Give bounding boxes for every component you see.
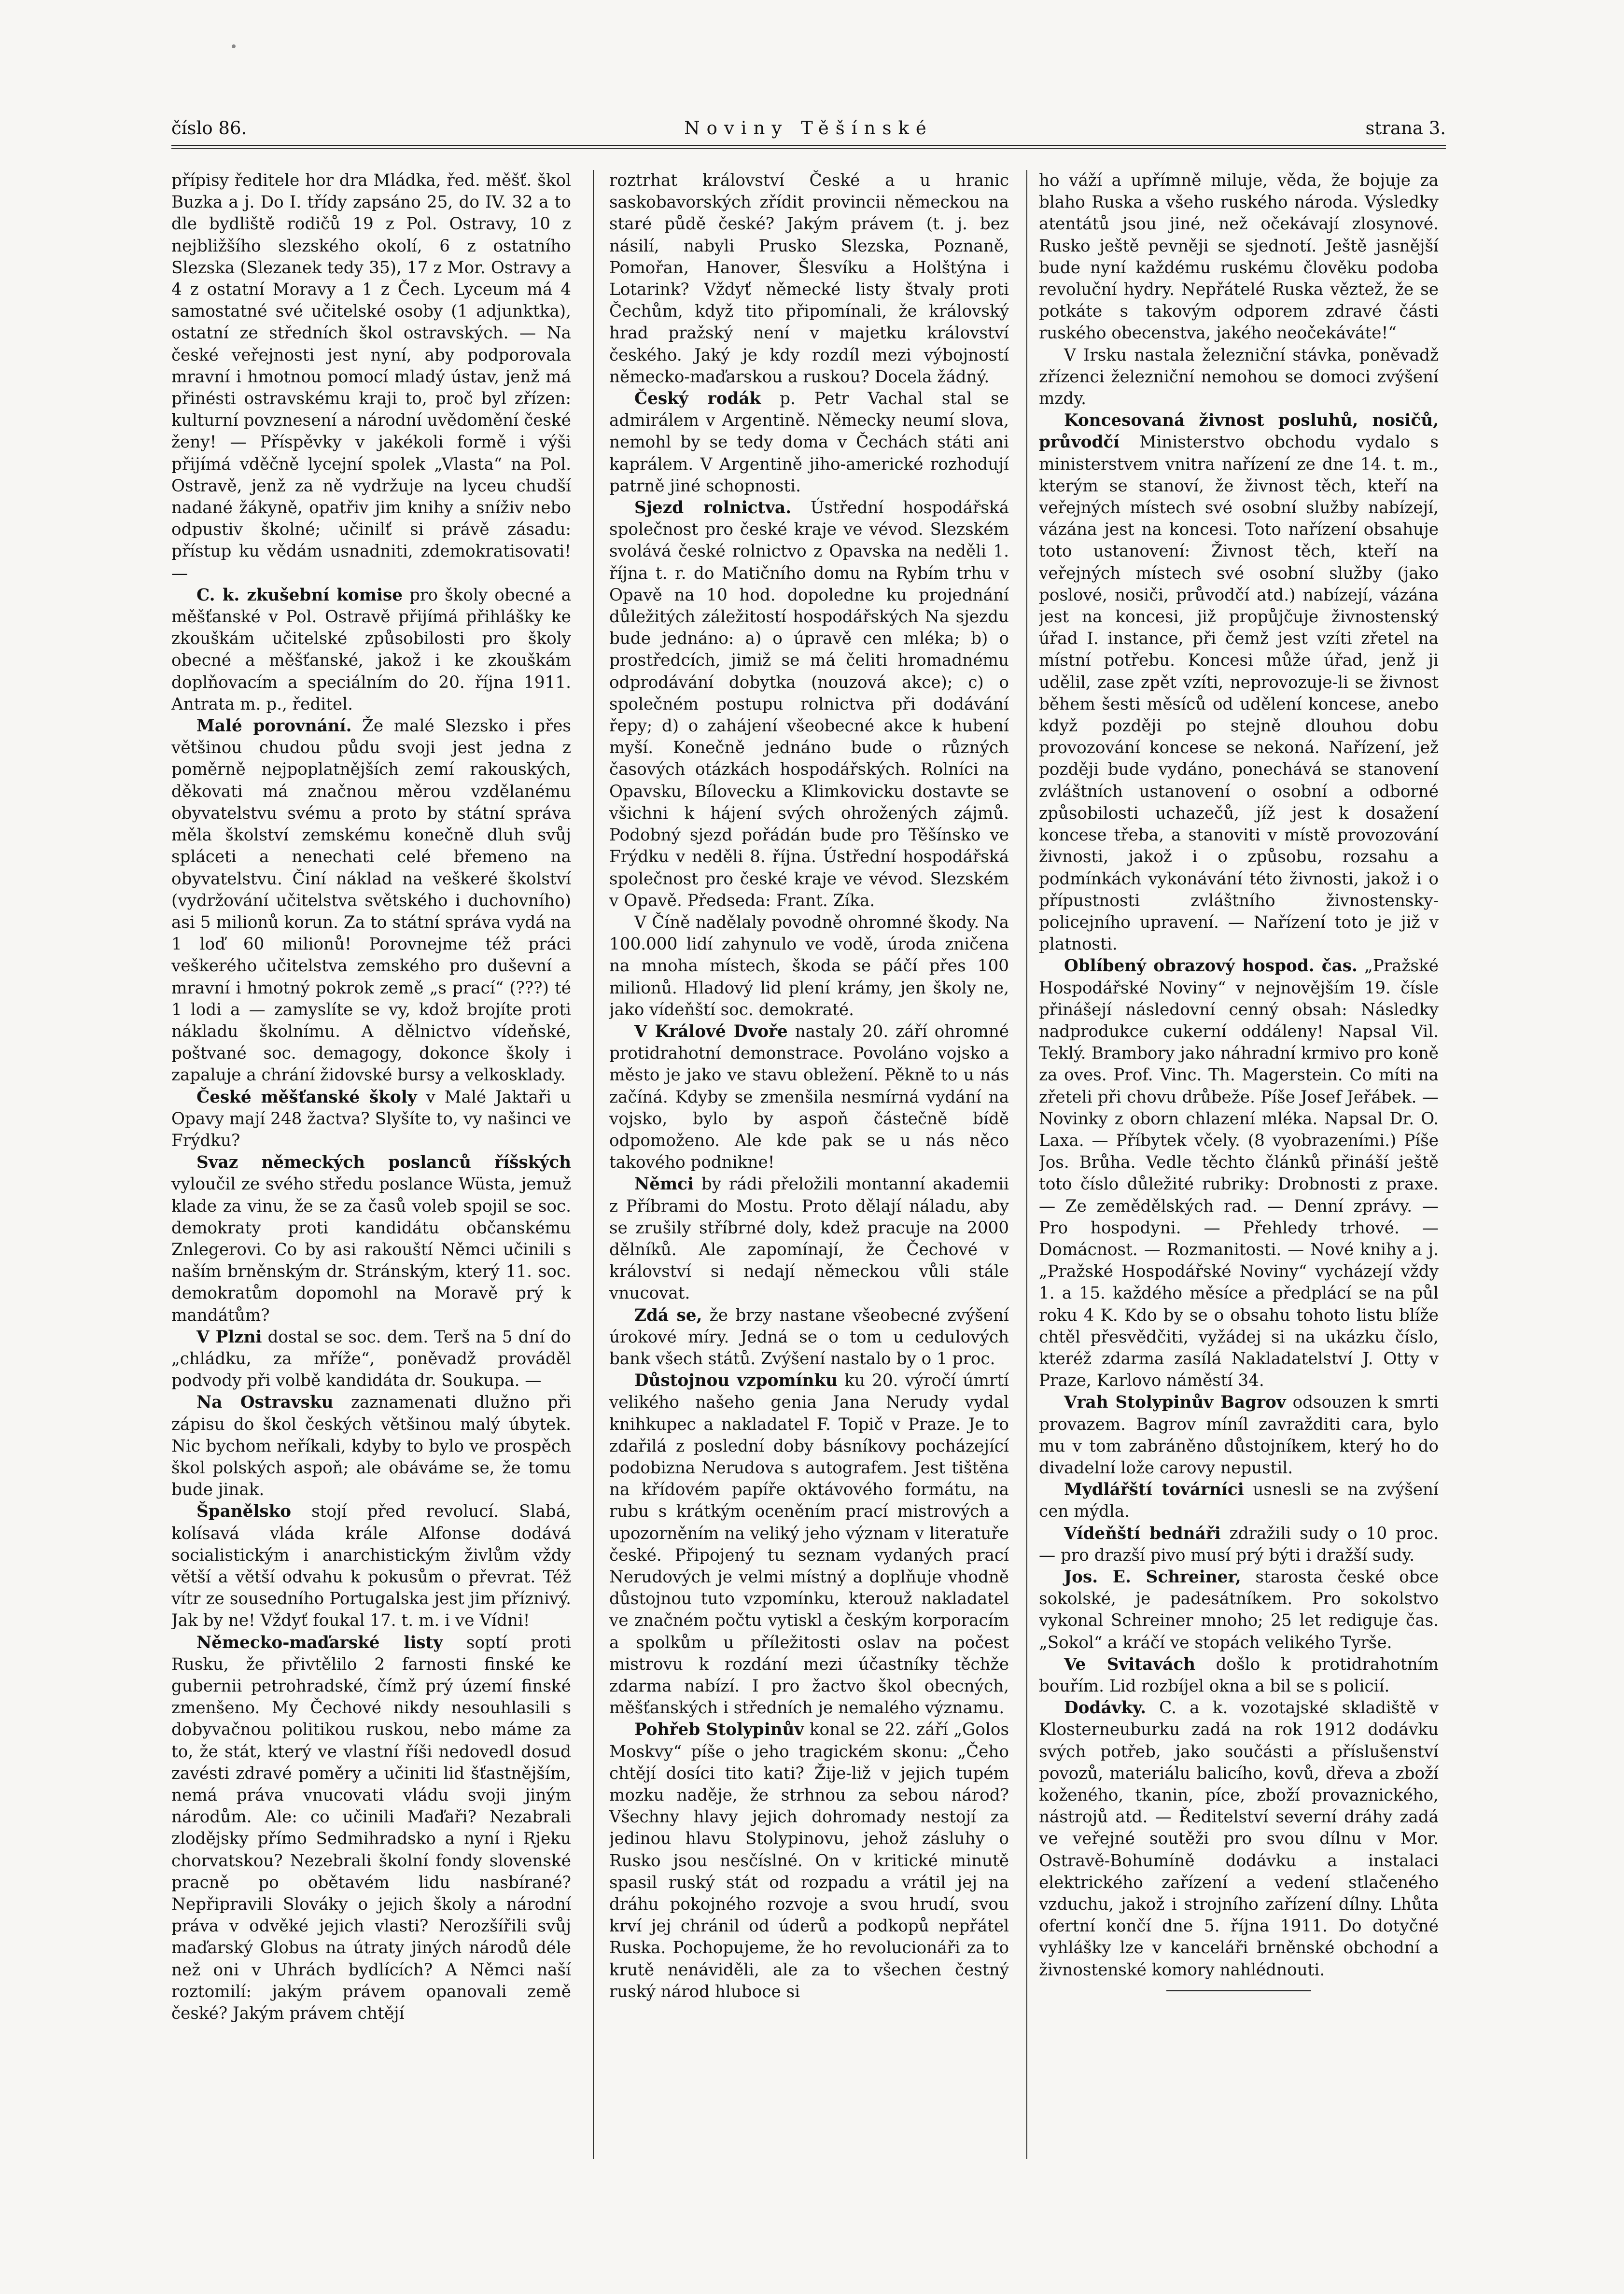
page-number: strana 3. <box>1365 118 1446 139</box>
article-lead: Vídeňští bednáři <box>1064 1524 1221 1543</box>
article-paragraph <box>609 388 1009 497</box>
article-lead: Jos. E. Schreiner, <box>1064 1567 1241 1587</box>
article-text: vyloučil ze svého středu poslance Wüsta, jemuž klade za vinu, že se za časů voleb spojil se soc. demokraty proti kandidátu občanskému Znlegerovi. Co by asi rakouští Němci učinili s naším brněnským dr. Stránským, který 11. soc. demokratům dopomohl na Moravě prý k mandátům? <box>171 1175 571 1325</box>
article-lead: C. k. zkušební komise <box>196 585 403 605</box>
article-lead: Důstojnou vzpomínku <box>634 1371 838 1391</box>
masthead-title: Noviny Těšínské <box>684 118 933 139</box>
article-text: „Pražské Hospodářské Noviny“ v nejnovějším 19. čísle přinášejí následovní cenný obsah: Následky nadprodukce cukerní oddáleny! Napsal Vil. Teklý. Brambory jako náhradní krmivo pro koně za oves. Prof. Vinc. Th. Magerstein. Co míti na zřeteli při chovu drůbeže. Píše Josef Jeřábek. — Novinky z oborn chlazení mléka. Napsal Dr. O. Laxa. — Příbytek včely. (8 vyobrazeními.) Píše Jos. Brůha. Vedle těchto článků přináší ještě toto číslo důležité rubriky: Drobnosti z praxe. — Ze zemědělských rad. — Denní zprávy. — Pro hospodyni. — Přehledy trhové. — Domácnost. — Rozmanitosti. — Nové knihy a j. „Pražské Hospodářské Noviny“ vycházejí vždy 1. a 15. každého měsíce a předplácí se na půl roku 4 K. Kdo by se o obsahu tohoto listu blíže chtěl přesvědčiti, vyžádej si na ukázku číslo, kteréž zdarma zasílá Nakladatelství J. Otty v Praze, Karlovo náměstí 34. <box>1039 956 1439 1391</box>
article-paragraph <box>171 1501 571 1632</box>
article-lead: Sjezd rolnictva. <box>634 498 792 518</box>
article-paragraph <box>609 1305 1009 1371</box>
article-paragraph <box>1039 1523 1439 1567</box>
header-rule <box>171 145 1446 149</box>
article-lead: Ve Svitavách <box>1064 1654 1195 1674</box>
article-text: přípisy ředitele hor dra Mládka, řed. měšť. škol Buzka a j. Do I. třídy zapsáno 25, do IV. 32 a to dle bydliště rodičů 19 z Pol. Ostravy, 10 z nejbližšího slezského okolí, 6 z ostatního Slezska (Slezanek tedy 35), 17 z Mor. Ostravy a 4 z ostatní Moravy a 1 z Čech. Lyceum má 4 samostatné své učitelské osoby (1 adjunktka), ostatní ze středních škol ostravských. — Na české veřejnosti jest nyní, aby podporovala mravní i hmotnou pomocí mladý ústav, jenž má přinésti ostravskému kraji to, proč byl zřízen: kulturní povznesení a národní uvědomění české ženy! — Příspěvky v jakékoli formě i výši přijímá vděčně lycejní spolek „Vlasta“ na Pol. Ostravě, jenž za ně vydržuje na lyceu chudší nadané žákyně, opatřiv jim knihy a sníživ nebo odpustiv školné; učinilť si právě zásadu: přístup ku vědám usnadniti, zdemokratisovati! — <box>171 171 571 583</box>
article-paragraph <box>609 1174 1009 1304</box>
end-rule <box>1166 1990 1311 1991</box>
article-text: by rádi přeložili montanní akademii z Příbrami do Mostu. Proto dělají náladu, aby se zrušily stříbrné doly, kdež pracuje na 2000 dělníků. Ale zapomínají, že Čechové v království si nedají německou vůli stále vnucovat. <box>609 1175 1009 1303</box>
column-divider-1 <box>593 170 594 2159</box>
article-text: zaznamenati dlužno při zápisu do škol českých většinou malý úbytek. Nic bychom neříkali, kdyby to bylo ve prospěch škol polských aspoň; ale obáváme se, že tomu bude jinak. <box>171 1393 571 1500</box>
article-text: odsouzen k smrti provazem. Bagrov míníl zavražditi cara, bylo mu v tom zabráněno důstojníkem, který ho do divadelní lože carovy nepustil. <box>1039 1393 1439 1478</box>
article-text: nastaly 20. září ohromné protidrahotní demonstrace. Povoláno vojsko a město je jako ve stavu obležení. Pěkně to u nás začíná. Kdyby se zmenšila nesmírná vydání na vojsko, bylo by aspoň částečně bídě odpomoženo. Ale kde pak se u nás něco takového podnikne! <box>609 1021 1009 1173</box>
column-2 <box>609 170 1009 2178</box>
article-paragraph <box>1039 1697 1439 1981</box>
article-paragraph <box>1039 955 1439 1392</box>
article-text: Ministerstvo obchodu vydalo s ministerstvem vnitra nařízení ze dne 14. t. m., kterým se stanoví, že živnost těch, kteří na veřejných místech své osobní služby nabízejí, vázána jest na koncesi. Toto nařízení obsahuje toto ustanovení: Živnost těch, kteří na veřejných místech své osobní služby (jako poslové, nosiči, průvodčí atd.) nabízejí, vázána jest na koncesi, již propůjčuje živnostenský úřad I. instance, při čemž jest vzíti zřetel na místní potřebu. Koncesi může úřad, jenž ji udělil, zase zpět vzíti, neprovozuje-li se živnost během šesti měsíců od udělení koncese, anebo když později po stejně dlouhou dobu provozování koncese se nekoná. Nařízení, jež později bude vydáno, ponechává se stanovení zvláštních ustanovení o osobní a odborné způsobilosti uchazečů, jíž jest k dosažení koncese třeba, a stanoviti v místě provozování živnosti, jakož i o způsobu, rozsahu a podmínkách vykonávání této živnosti, jakož i o přípustnosti zvláštního živnostensky-policejního upravení. — Nařízení toto je již v platnosti. <box>1039 433 1439 954</box>
article-lead: Zdá se, <box>634 1305 702 1325</box>
article-text: ku 20. výročí úmrtí velikého našeho genia Jana Nerudy vydal knihkupec a nakladatel F. Topič v Praze. Je to zdařilá z poslední doby básníkovy pocházející podobizna Nerudova s autografem. Jest tištěna na křídovém papíře oktávového formátu, na rubu s krátkým oceněním prací mistrových a upozorněním na veliký jeho význam v literatuře české. Připojený tu seznam vydaných prací Nerudových je velmi místný a doplňuje vhodně důstojnou tuto vzpomínku, kterouž nakladatel ve značném počtu vytiskl a českým korporacím a spolkům u příležitosti oslav na počest mistrovu k rozdání mezi účastníky těchže zdarma nabízí. I pro žactvo škol obecných, měšťanských i středních je nemalého významu. <box>609 1371 1009 1718</box>
article-lead: Pohřeb Stolypinův <box>634 1720 804 1740</box>
article-text: Ústřední hospodářská společnost pro české kraje ve vévod. Slezském svolává české rolnictvo z Opavska na neděli 1. října t. r. do Matičního domu na Rybím trhu v Opavě na 10 hod. dopoledne ku projednání důležitých záležitostí hospodářských Na sjezdu bude jednáno: a) o úpravě cen mléka; b) o prostředcích, jimiž se má čeliti hromadnému odprodávání dobytka (nouzová akce); c) o společném postupu rolnictva při dodávání řepy; d) o zahájení všeobecné akce k hubení myší. Konečně jednáno bude o různých časových otázkách hospodářských. Rolníci na Opavsku, Bílovecku a Klimkovicku dostavte se všichni k hájení svých ohrožených zájmů. Podobný sjezd pořádán bude pro Těšínsko ve Frýdku v neděli 8. října. Ústřední hospodářská společnost pro české kraje ve vévod. Slezském v Opavě. Předseda: Frant. Zíka. <box>609 498 1009 910</box>
article-lead: Na Ostravsku <box>196 1393 334 1413</box>
article-paragraph <box>1039 1392 1439 1479</box>
article-text: že brzy nastane všeobecné zvýšení úrokové míry. Jedná se o tom u cedulových bank všech států. Zvýšení nastalo by o 1 proc. <box>609 1305 1009 1369</box>
article-text: usnesli se na zvýšení cen mýdla. <box>1039 1480 1439 1522</box>
article-lead: V Králové Dvoře <box>634 1021 788 1041</box>
article-text: p. Petr Vachal stal se admirálem v Argentině. Německy neumí slova, nemohl by se tedy doma v Čechách státi ani kaprálem. V Argentině jiho-americké rozhodují patrně jiné schopnosti. <box>609 389 1009 496</box>
column-3 <box>1039 170 1439 2178</box>
article-paragraph <box>1039 345 1439 410</box>
article-paragraph <box>171 1632 571 2025</box>
article-paragraph <box>609 912 1009 1021</box>
article-paragraph <box>171 170 571 585</box>
article-paragraph <box>171 585 571 715</box>
article-paragraph <box>171 1392 571 1501</box>
article-lead: Český rodák <box>634 389 761 409</box>
article-lead: V Plzni <box>196 1327 262 1347</box>
article-text: V Číně nadělaly povodně ohromné škody. Na 100.000 lidí zahynulo ve vodě, úroda zničena na mnoha místech, škoda se páčí přes 100 milionů. Hladový lid plení krámy, jen školy ne, jako vídeňští soc. demokraté. <box>609 912 1009 1020</box>
article-paragraph <box>609 1370 1009 1719</box>
article-lead: Oblíbený obrazový hospod. čas. <box>1064 956 1358 976</box>
page-header <box>171 115 1446 144</box>
article-lead: Mydlářští továrníci <box>1064 1480 1244 1500</box>
article-paragraph <box>171 1087 571 1152</box>
column-1 <box>171 170 571 2178</box>
article-text: v Malé Jaktaři u Opavy mají 248 žactva? Slyšíte to, vy našinci ve Frýdku? <box>171 1087 571 1150</box>
article-lead: Vrah Stolypinův Bagrov <box>1064 1393 1286 1413</box>
article-paragraph <box>609 497 1009 912</box>
scan-speck <box>232 44 236 48</box>
article-text: zdražili sudy o 10 proc. — pro drazší pivo musí prý býti i dražší sudy. <box>1039 1524 1439 1565</box>
article-lead: Svaz německých poslanců říšských <box>196 1153 571 1173</box>
article-lead: Němci <box>634 1175 694 1194</box>
article-lead: Německo-maďarské listy <box>196 1633 443 1652</box>
article-text: C. a k. vozotajské skladiště v Klosterneuburku zadá na rok 1912 dodávku svých potřeb, jako součásti a příslušenství povozů, materiálu balicího, kovů, dřeva a zboží koženého, tkanin, píce, zboží provaznického, nástrojů atd. — Ředitelství severní dráhy zadá ve veřejné soutěži pro svou dílnu v Mor. Ostravě-Bohumíně dodávku a instalaci elektrického zařízení a vedení stlačeného vzduchu, jakož i strojního zařízení dílny. Lhůta ofertní končí dne 5. října 1911. Do dotyčné vyhlášky lze v kanceláři brněnské obchodní a živnostenské komory nahlédnouti. <box>1039 1698 1439 1980</box>
article-text: ho váží a upřímně miluje, věda, že bojuje za blaho Ruska a všeho ruského národa. Výsledky atentátů jsou jiné, než očekávají zlosynové. Rusko ještě pevněji se sjednotí. Ještě jasnější bude nyní každému ruskému člověku podoba revoluční hydry. Nepřátelé Ruska věztež, že se potkáte s takovým odporem zdravé části ruského obecenstva, jakého neočekáváte!“ <box>1039 171 1439 343</box>
article-paragraph <box>1039 410 1439 955</box>
article-paragraph <box>171 1152 571 1327</box>
article-text: roztrhat království České a u hranic saskobavorských zřídit provincii německou na staré půdě české? Jakým právem (t. j. bez násilí, nabyli Prusko Slezska, Poznaně, Pomořan, Hanover, Šlesvíku a Holštýna i Lotarink? Vždyť německé listy štvaly proti Čechům, když tito připomínali, že královský hrad pražský není v majetku království českého. Jaký je kdy rozdíl mezi výbojností německo-maďarskou a ruskou? Docela žádný. <box>609 171 1009 387</box>
article-paragraph <box>609 1719 1009 2003</box>
article-paragraph <box>171 1327 571 1392</box>
article-text: Že malé Slezsko i přes většinou chudou půdu svoji jest jedna z poměrně nejpoplatnějších zemí rakouských, děkovati má značnou měrou vzdělanému obyvatelstvu svému a proto by státní správa měla školství zemskému konečně dluh svůj spláceti a nenechati celé břemeno na obyvatelstvu. Činí náklad na veškeré školství (vydržování učitelstva světského i duchovního) asi 5 milionů korun. Za to státní správa vydá na 1 loď 60 milionů! Porovnejme též práci veškerého učitelstva zemského pro duševní a mravní i hmotný pokrok země „s prací“ (???) té 1 lodi a — zamyslíte se vy, kdož brojíte proti nákladu školnímu. A dělnictvo vídeňské, poštvané soc. demagogy, dokonce školy i zapaluje a chrání židovské bursy a velkosklady. <box>171 716 571 1085</box>
article-text: pro školy obecné a měšťanské v Pol. Ostravě přijímá přihlášky ke zkouškám učitelské způsobilosti pro školy obecné a měšťanské, jakož i ke zkouškám doplňovacím a speciálním do 20. října 1911. Antrata m. p., ředitel. <box>171 585 571 714</box>
article-paragraph <box>1039 170 1439 345</box>
article-text: soptí proti Rusku, že přivtělilo 2 farnosti finské ke gubernii petrohradské, čímž prý území finské zmenšeno. My Čechové nikdy nesouhlasili s dobyvačnou politikou ruskou, nebo máme za to, že stát, který ve vlastní říši nedovedl dosud zavésti zdravé poměry a učiniti lid šťastnějším, nemá práva vnucovati vládu svoji jiným národům. Ale: co učinili Maďaři? Nezabrali zlodějsky přímo Sedmihradsko a nyní i Rjeku chorvatskou? Nezebrali školní fondy slovenské pracně po obětavém lidu nasbírané? Nepřipravili Slováky o jejich školy a národní práva v odvěké jejich vlasti? Nerozšířili svůj maďarský Globus na útraty jiných národů déle než oni v Uhrách bydlících? A Němci naší roztomilí: jakým právem opanovali země české? Jakým právem chtějí <box>171 1633 571 2024</box>
article-paragraph <box>171 715 571 1086</box>
article-lead: Španělsko <box>196 1502 292 1522</box>
article-lead: Dodávky. <box>1064 1698 1146 1718</box>
article-paragraph <box>1039 1567 1439 1654</box>
article-text: stojí před revolucí. Slabá, kolísavá vláda krále Alfonse dodává socialistickým i anarchistickým živlům vždy větší a větší odvahu k pokusům o převrat. Též vítr ze sousedního Portugalska jest jim příznivý. Jak by ne! Vždyť foukal 17. t. m. i ve Vídni! <box>171 1502 571 1631</box>
article-paragraph <box>609 1021 1009 1174</box>
article-lead: České měšťanské školy <box>196 1087 417 1107</box>
article-text: dostal se soc. dem. Terš na 5 dní do „chládku, za mříže“, poněvadž prováděl podvody při volbě kandidáta dr. Soukupa. — <box>171 1327 571 1391</box>
article-paragraph <box>1039 1479 1439 1523</box>
issue-number: číslo 86. <box>171 118 247 139</box>
article-lead: Malé porovnání. <box>196 716 352 736</box>
article-text: došlo k protidrahotním bouřím. Lid rozbíjel okna a bil se s policií. <box>1039 1654 1439 1696</box>
article-text: konal se 22. září „Golos Moskvy“ píše o jeho tragickém skonu: „Čeho chtějí dosíci tito kati? Žije-liž v jejich tupém mozku naděje, že strhnou za sebou národ? Všechny hlavy jejich dohromady nestojí za jedinou hlavu Stolypinovu, jehož zásluhy o Rusko jsou nesčíslné. On v kritické minutě spasil ruský stát od rozpadu a vrátil jej na dráhu pokojného rozvoje a svou hrudí, svou krví jej chránil od úderů a podkopů nepřátel Ruska. Pochopujeme, že ho revolucionáři za to krutě nenáviděli, ale za to všechen čestný ruský národ hluboce si <box>609 1720 1009 2001</box>
article-paragraph <box>609 170 1009 388</box>
article-text: V Irsku nastala železniční stávka, poněvadž zřízenci železniční nemohou se domoci zvýšení mzdy. <box>1039 345 1439 409</box>
column-divider-2 <box>1026 170 1027 2159</box>
article-lead: Koncesovaná živnost posluhů, nosičů, průvodčí <box>1039 411 1439 452</box>
article-paragraph <box>1039 1654 1439 1697</box>
article-text: starosta české obce sokolské, je padesátníkem. Pro sokolstvo vykonal Schreiner mnoho; 25 let rediguje čas. „Sokol“ a kráčí ve stopách velikého Tyrše. <box>1039 1567 1439 1652</box>
